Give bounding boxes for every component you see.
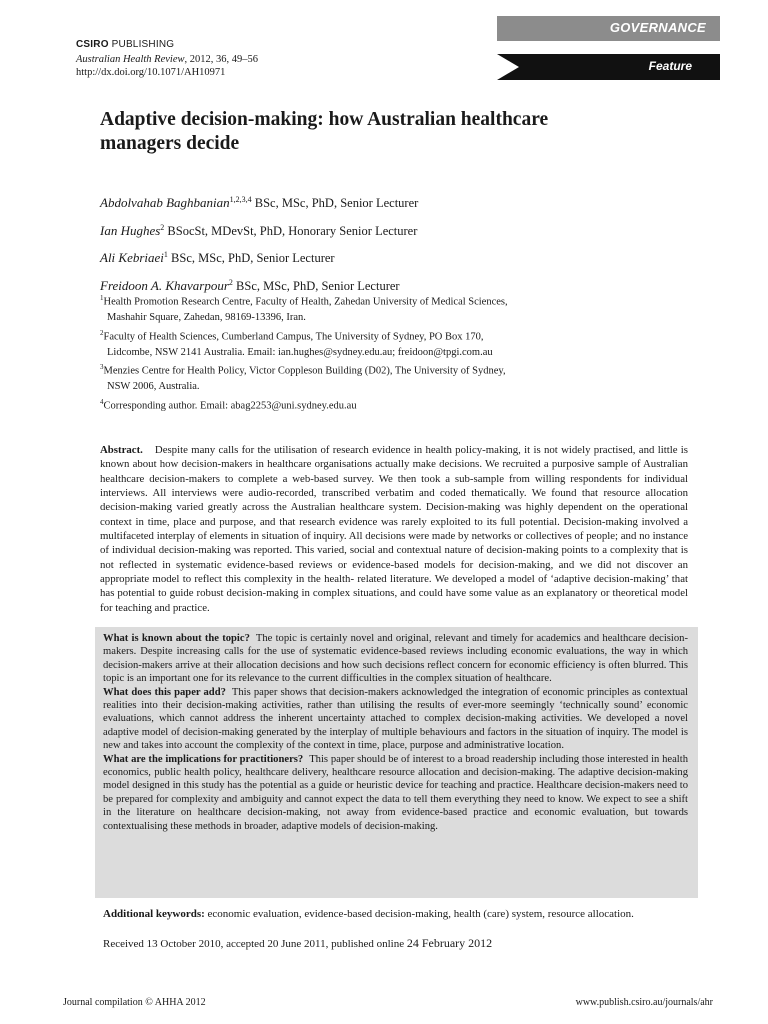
affiliation-entry [100,360,508,379]
adds-text: This paper shows that decision-makers acknowledged the integration of economic principles as contextual realities into their decision-making activities, rather than utilising the results of ever-more seemingly ‘technically sound’ economic evaluations, which cannot address the inherent uncertainty attached to complex decision-making activities. We developed a novel adaptive model of decision-making generated by the interplay of multiple behaviours and factors in the situation of inquiry. The model is new and takes into account the complexity of the context in time, place, purpose and administrative location. [103,686,689,752]
abstract [100,443,688,615]
affiliation-text: Menzies Centre for Health Policy, Victor Coppleson Building (D02), The University of Sydney, [103,365,506,377]
affiliation-text-cont: Mashahir Square, Zahedan, 98169-13396, Iran. [107,312,306,323]
affiliation-number: 3 [100,363,104,371]
section-band [497,16,720,41]
article-title: Adaptive decision-making: how Australian healthcare managers decide [100,109,549,154]
author-name: Abdolvahab Baghbanian [100,195,230,211]
known-text: The topic is certainly novel and original, relevant and timely for academics and healthcare decision-makers. Despite increasing calls for the use of systematic evidence-based reviews including economic evaluations, the way in which decision-makers arrive at their allocation decisions and how such decisions reflect concern for economic efficiency is often blurred. This topic is an important one for its relevance to the current difficulties in the complex situation of healthcare. [103,633,688,685]
footer-url[interactable]: www.publish.csiro.au/journals/ahr [575,997,713,1008]
article-type-band [497,54,720,80]
publisher-rest: PUBLISHING [108,39,175,50]
author-credentials: BSc, MSc, PhD, Senior Lecturer [251,196,419,211]
adds-heading: What does this paper add? [103,686,226,698]
keywords [103,908,634,920]
author-credentials: BSc, MSc, PhD, Senior Lecturer [232,279,400,294]
affiliation-text: Health Promotion Research Centre, Faculty of Health, Zahedan University of Medical Sciences, [103,296,508,308]
known-heading: What is known about the topic? [103,633,250,644]
author-affiliation-marks: 1 [163,250,168,260]
affiliation-text-cont: NSW 2006, Australia. [107,381,200,392]
article-type-label: Feature [648,59,692,73]
author-entry [100,216,418,244]
author-credentials: BSocSt, MDevSt, PhD, Honorary Senior Lecturer [164,223,418,238]
affiliation-text: Faculty of Health Sciences, Cumberland Campus, The University of Sydney, PO Box 170, [103,331,484,342]
affiliation-text: Corresponding author. Email: abag2253@uni.sydney.edu.au [103,400,357,411]
author-entry [100,188,418,216]
journal-name: Australian Health Review [76,54,185,65]
affiliation-text-cont: Lidcombe, NSW 2141 Australia. Email: ian.hughes@sydney.edu.au; freidoon@tpgi.com.au [107,346,493,358]
affiliation-entry [100,326,508,345]
affiliation-number: 2 [100,328,104,337]
key-points-content [103,632,688,833]
author-list [100,188,418,299]
publisher-name [76,39,174,50]
adds-section [103,686,688,753]
affiliation-entry [100,395,508,414]
doi-link[interactable]: http://dx.doi.org/10.1071/AH10971 [76,67,226,78]
affiliation-entry [100,291,508,310]
known-section [103,632,688,686]
author-affiliation-marks: 1,2,3,4 [229,195,252,204]
abstract-text: Despite many calls for the utilisation of research evidence in health policy-making, it is not widely practised, and little is known about how decision-makers in healthcare organisations actually make decisions. We recruited a purposive sample of Australian healthcare decision-makers to complete a web-based survey. We then took a sub-sample from willing respondents for individual interviews. All interviews were audio-recorded, transcribed verbatim and coded thematically. We found that resource allocation decision-making varied greatly across the Australian healthcare system. Decision-making was highly dependent on the operational context in time, place and purpose, and that research evidence was rarely exploited to its full potential. Decision-making involved a multifaceted interplay of elements in situation of inquiry. All decisions were made by networks or collectives of people; and no instance of individual decision-making was reported. This varied, social and contextual nature of decision-making points to a complexity that is not reflected in systematic evidence-based reviews or evidence-based models for decision-making, and we did not discover an appropriate model to reflect this complexity in the health- related literature. We developed a model of ‘adaptive decision-making’ that has potential to guide robust decision-making in complex situations, and could have some value as an explanatory or theoretical model for teaching and practice. [100,444,688,614]
section-label: GOVERNANCE [609,20,706,35]
citation [76,53,258,79]
received-text: Received 13 October 2010, accepted 20 June 2011, published online [103,938,407,950]
author-entry [100,243,418,271]
journal-details: , 2012, 36, 49–56 [184,54,258,65]
abstract-label: Abstract. [100,444,143,456]
implications-heading: What are the implications for practitioners? [103,753,304,765]
affiliation-list [100,291,508,414]
affiliation-number: 1 [100,294,104,302]
published-date: 24 February 2012 [406,936,493,950]
author-affiliation-marks: 2 [228,277,233,287]
implications-section [103,753,688,833]
author-name: Ian Hughes [100,222,161,238]
journal-line [76,53,258,66]
author-affiliation-marks: 2 [160,222,165,232]
footer-copyright: Journal compilation © AHHA 2012 [63,997,206,1008]
author-credentials: BSc, MSc, PhD, Senior Lecturer [167,251,335,266]
implications-text: This paper should be of interest to a broad readership including those interested in health economics, public health policy, healthcare delivery, healthcare resource allocation and decision-making. The adaptive decision-making model designed in this study has the potential as a guide or heuristic device for teaching and practice. Healthcare decision-makers need to be prepared for complexity and ambiguity and cannot expect the data to tell them everything they need to know. We expect to see a shift in the literature on healthcare decision-making, not away from evidence-based practice and economic evaluation, but towards contextualising these methods in broader, adaptive models of decision-making. [103,753,688,832]
affiliation-number: 4 [100,397,104,406]
publisher-bold: CSIRO [76,39,109,50]
received-line [103,936,492,951]
author-name: Ali Kebriaei [100,250,164,266]
keywords-label: Additional keywords: [103,908,205,920]
keywords-text: economic evaluation, evidence-based decision-making, health (care) system, resource allocation. [204,908,634,920]
author-name: Freidoon A. Khavarpour [100,278,229,294]
